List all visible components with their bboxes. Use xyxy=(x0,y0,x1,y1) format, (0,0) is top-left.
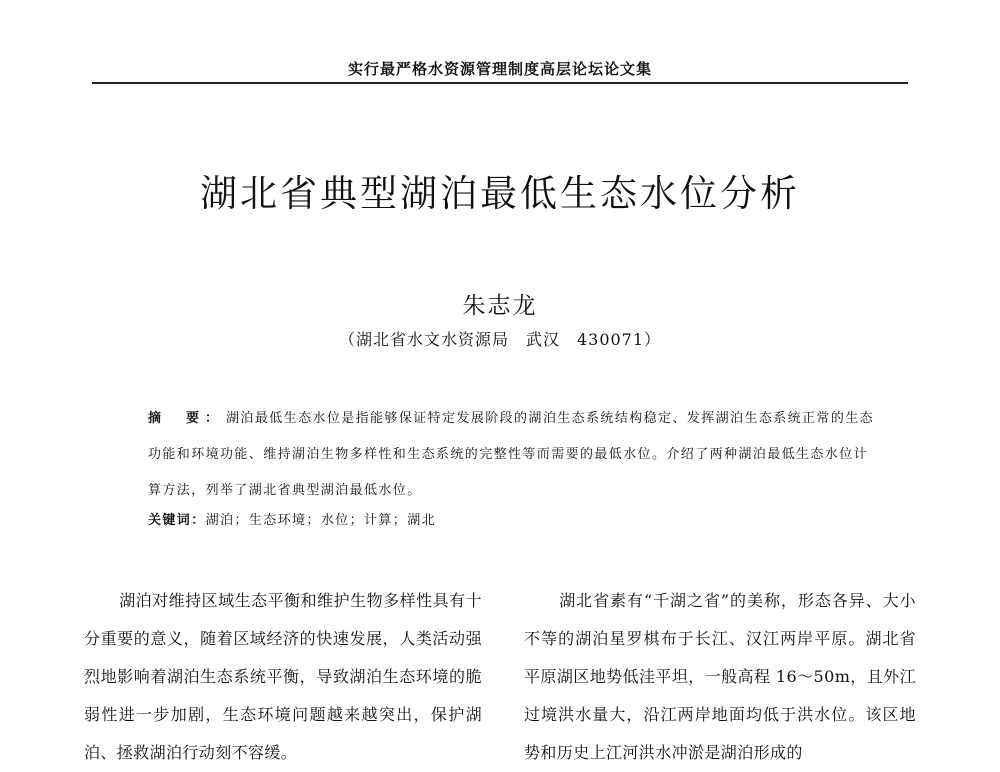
abstract-label: 摘 要： xyxy=(148,411,225,426)
author-name: 朱志龙 xyxy=(462,293,538,319)
keywords-text: 湖泊；生态环境；水位；计算；湖北 xyxy=(205,513,437,528)
paper-title: 湖北省典型湖泊最低生态水位分析 xyxy=(200,172,800,215)
running-header: 实行最严格水资源管理制度高层论坛论文集 xyxy=(347,60,652,78)
header-rule xyxy=(92,82,908,84)
body-right-column: 湖北省素有“千湖之省”的美称，形态各异、大小不等的湖泊星罗棋布于长江、汉江两岸平原。湖北省平原湖区地势低洼平坦，一般高程 16～50m，且外江过境洪水量大，沿江两岸地面均低于洪水位。该区地势和历史上江河洪水冲淤是湖泊形成的 xyxy=(524,591,916,762)
body-left-column: 湖泊对维持区域生态平衡和维护生物多样性具有十分重要的意义，随着区域经济的快速发展，人类活动强烈地影响着湖泊生态系统平衡，导致湖泊生态环境的脆弱性进一步加剧，生态环境问题越来越突出，保护湖泊、拯救湖泊行动刻不容缓。 xyxy=(84,591,482,762)
abstract xyxy=(148,401,878,509)
keywords xyxy=(148,509,878,528)
author-affiliation: （湖北省水文水资源局 武汉 430071） xyxy=(338,330,662,349)
keywords-label: 关键词： xyxy=(148,513,206,528)
abstract-text: 湖泊最低生态水位是指能够保证特定发展阶段的湖泊生态系统结构稳定、发挥湖泊生态系统正常的生态功能和环境功能、维持湖泊生物多样性和生态系统的完整性等而需要的最低水位。介绍了两种湖泊最低生态水位计算方法，列举了湖北省典型湖泊最低水位。 xyxy=(148,411,875,498)
